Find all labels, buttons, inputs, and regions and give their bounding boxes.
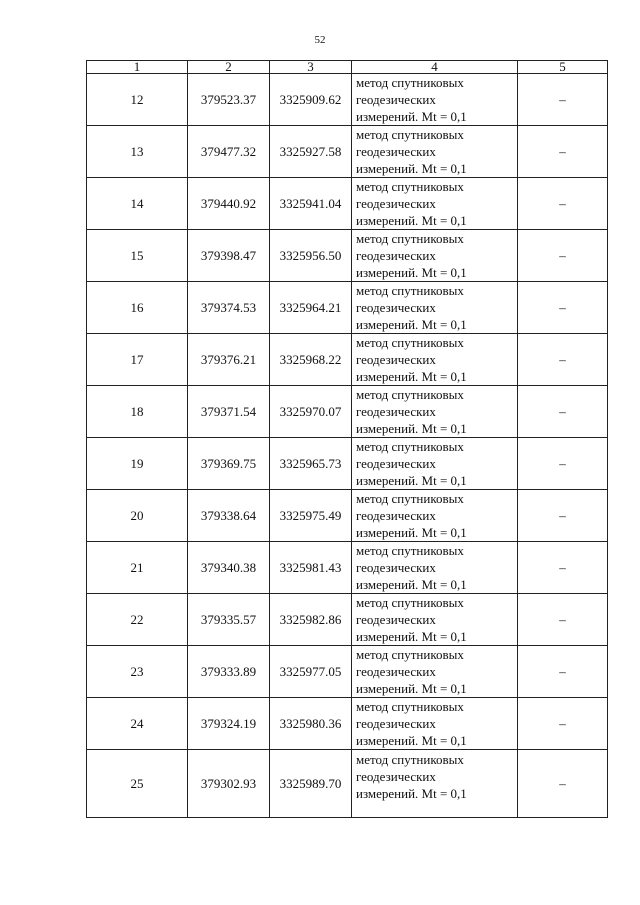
page-number: 52 bbox=[314, 34, 326, 46]
note-cell: – bbox=[518, 646, 608, 698]
method-text-line: геодезических bbox=[356, 612, 436, 627]
table-row bbox=[87, 698, 608, 750]
table-row bbox=[87, 334, 608, 386]
method-text-line: геодезических bbox=[356, 716, 436, 731]
coordinate-y-cell: 3325977.05 bbox=[270, 646, 352, 698]
table-row bbox=[87, 178, 608, 230]
point-number-cell: 22 bbox=[87, 594, 188, 646]
point-number-cell: 21 bbox=[87, 542, 188, 594]
method-cell bbox=[352, 282, 518, 334]
table-row bbox=[87, 646, 608, 698]
table-row bbox=[87, 594, 608, 646]
point-number-cell: 18 bbox=[87, 386, 188, 438]
point-number-cell: 12 bbox=[87, 74, 188, 126]
table-body bbox=[87, 74, 608, 818]
coordinate-x-cell: 379371.54 bbox=[188, 386, 270, 438]
method-cell bbox=[352, 490, 518, 542]
method-cell bbox=[352, 750, 518, 818]
coordinate-y-cell: 3325970.07 bbox=[270, 386, 352, 438]
method-text-line: метод спутниковых bbox=[356, 231, 464, 246]
method-text-line: метод спутниковых bbox=[356, 491, 464, 506]
method-cell bbox=[352, 386, 518, 438]
table-row bbox=[87, 126, 608, 178]
method-text-line: измерений. Mt = 0,1 bbox=[356, 473, 467, 488]
point-number-cell: 13 bbox=[87, 126, 188, 178]
method-cell bbox=[352, 334, 518, 386]
coordinate-y-cell: 3325956.50 bbox=[270, 230, 352, 282]
method-text-line: метод спутниковых bbox=[356, 595, 464, 610]
column-header-2: 2 bbox=[188, 61, 270, 74]
column-header-4: 4 bbox=[352, 61, 518, 74]
method-text-line: геодезических bbox=[356, 664, 436, 679]
method-text-line: измерений. Mt = 0,1 bbox=[356, 369, 467, 384]
method-text-line: измерений. Mt = 0,1 bbox=[356, 317, 467, 332]
method-text-line: измерений. Mt = 0,1 bbox=[356, 733, 467, 748]
coordinate-x-cell: 379335.57 bbox=[188, 594, 270, 646]
method-text-line: геодезических bbox=[356, 196, 436, 211]
coordinate-y-cell: 3325965.73 bbox=[270, 438, 352, 490]
note-cell: – bbox=[518, 178, 608, 230]
method-cell bbox=[352, 646, 518, 698]
note-cell: – bbox=[518, 230, 608, 282]
coordinate-x-cell: 379477.32 bbox=[188, 126, 270, 178]
table-row bbox=[87, 230, 608, 282]
method-text-line: измерений. Mt = 0,1 bbox=[356, 681, 467, 696]
coordinate-x-cell: 379340.38 bbox=[188, 542, 270, 594]
method-text-line: геодезических bbox=[356, 300, 436, 315]
method-text-line: метод спутниковых bbox=[356, 439, 464, 454]
coordinate-y-cell: 3325982.86 bbox=[270, 594, 352, 646]
point-number-cell: 15 bbox=[87, 230, 188, 282]
method-text-line: измерений. Mt = 0,1 bbox=[356, 213, 467, 228]
method-text-line: метод спутниковых bbox=[356, 283, 464, 298]
table-row bbox=[87, 750, 608, 818]
method-cell bbox=[352, 594, 518, 646]
method-text-line: геодезических bbox=[356, 404, 436, 419]
note-cell: – bbox=[518, 334, 608, 386]
note-cell: – bbox=[518, 750, 608, 818]
coordinates-table bbox=[86, 60, 608, 818]
point-number-cell: 16 bbox=[87, 282, 188, 334]
note-cell: – bbox=[518, 74, 608, 126]
coordinate-x-cell: 379398.47 bbox=[188, 230, 270, 282]
point-number-cell: 24 bbox=[87, 698, 188, 750]
note-cell: – bbox=[518, 594, 608, 646]
table-row bbox=[87, 282, 608, 334]
coordinate-y-cell: 3325909.62 bbox=[270, 74, 352, 126]
method-text-line: измерений. Mt = 0,1 bbox=[356, 161, 467, 176]
table-row bbox=[87, 542, 608, 594]
method-text-line: геодезических bbox=[356, 456, 436, 471]
point-number-cell: 14 bbox=[87, 178, 188, 230]
method-text-line: измерений. Mt = 0,1 bbox=[356, 421, 467, 436]
method-text-line: геодезических bbox=[356, 560, 436, 575]
method-text-line: геодезических bbox=[356, 92, 436, 107]
coordinate-y-cell: 3325980.36 bbox=[270, 698, 352, 750]
coordinate-x-cell: 379523.37 bbox=[188, 74, 270, 126]
coordinate-x-cell: 379324.19 bbox=[188, 698, 270, 750]
method-cell bbox=[352, 542, 518, 594]
note-cell: – bbox=[518, 698, 608, 750]
note-cell: – bbox=[518, 542, 608, 594]
note-cell: – bbox=[518, 282, 608, 334]
table-row bbox=[87, 490, 608, 542]
column-header-5: 5 bbox=[518, 61, 608, 74]
method-text-line: метод спутниковых bbox=[356, 387, 464, 402]
table-header-row bbox=[87, 61, 608, 74]
method-text-line: измерений. Mt = 0,1 bbox=[356, 786, 467, 801]
coordinate-y-cell: 3325927.58 bbox=[270, 126, 352, 178]
method-text-line: метод спутниковых bbox=[356, 127, 464, 142]
note-cell: – bbox=[518, 386, 608, 438]
point-number-cell: 17 bbox=[87, 334, 188, 386]
method-text-line: геодезических bbox=[356, 352, 436, 367]
coordinate-x-cell: 379376.21 bbox=[188, 334, 270, 386]
coordinate-y-cell: 3325975.49 bbox=[270, 490, 352, 542]
table-row bbox=[87, 386, 608, 438]
coordinate-y-cell: 3325941.04 bbox=[270, 178, 352, 230]
coordinate-y-cell: 3325968.22 bbox=[270, 334, 352, 386]
method-text-line: метод спутниковых bbox=[356, 647, 464, 662]
coordinate-x-cell: 379333.89 bbox=[188, 646, 270, 698]
coordinate-x-cell: 379338.64 bbox=[188, 490, 270, 542]
coordinate-x-cell: 379440.92 bbox=[188, 178, 270, 230]
method-text-line: метод спутниковых bbox=[356, 179, 464, 194]
table-row bbox=[87, 438, 608, 490]
column-header-1: 1 bbox=[87, 61, 188, 74]
coordinate-y-cell: 3325981.43 bbox=[270, 542, 352, 594]
point-number-cell: 25 bbox=[87, 750, 188, 818]
method-text-line: измерений. Mt = 0,1 bbox=[356, 109, 467, 124]
method-text-line: геодезических bbox=[356, 508, 436, 523]
point-number-cell: 19 bbox=[87, 438, 188, 490]
method-text-line: измерений. Mt = 0,1 bbox=[356, 265, 467, 280]
method-text-line: геодезических bbox=[356, 248, 436, 263]
method-text-line: метод спутниковых bbox=[356, 543, 464, 558]
point-number-cell: 23 bbox=[87, 646, 188, 698]
method-text-line: метод спутниковых bbox=[356, 335, 464, 350]
method-cell bbox=[352, 126, 518, 178]
note-cell: – bbox=[518, 438, 608, 490]
point-number-cell: 20 bbox=[87, 490, 188, 542]
table-row bbox=[87, 74, 608, 126]
method-text-line: измерений. Mt = 0,1 bbox=[356, 577, 467, 592]
method-cell bbox=[352, 698, 518, 750]
method-cell bbox=[352, 178, 518, 230]
coordinate-x-cell: 379302.93 bbox=[188, 750, 270, 818]
method-text-line: измерений. Mt = 0,1 bbox=[356, 629, 467, 644]
method-text-line: метод спутниковых bbox=[356, 75, 464, 90]
note-cell: – bbox=[518, 126, 608, 178]
method-cell bbox=[352, 230, 518, 282]
coordinate-x-cell: 379369.75 bbox=[188, 438, 270, 490]
method-cell bbox=[352, 438, 518, 490]
method-text-line: геодезических bbox=[356, 769, 436, 784]
coordinate-y-cell: 3325964.21 bbox=[270, 282, 352, 334]
coordinate-y-cell: 3325989.70 bbox=[270, 750, 352, 818]
method-text-line: метод спутниковых bbox=[356, 699, 464, 714]
method-cell bbox=[352, 74, 518, 126]
method-text-line: геодезических bbox=[356, 144, 436, 159]
coordinate-x-cell: 379374.53 bbox=[188, 282, 270, 334]
note-cell: – bbox=[518, 490, 608, 542]
method-text-line: метод спутниковых bbox=[356, 752, 464, 767]
method-text-line: измерений. Mt = 0,1 bbox=[356, 525, 467, 540]
column-header-3: 3 bbox=[270, 61, 352, 74]
